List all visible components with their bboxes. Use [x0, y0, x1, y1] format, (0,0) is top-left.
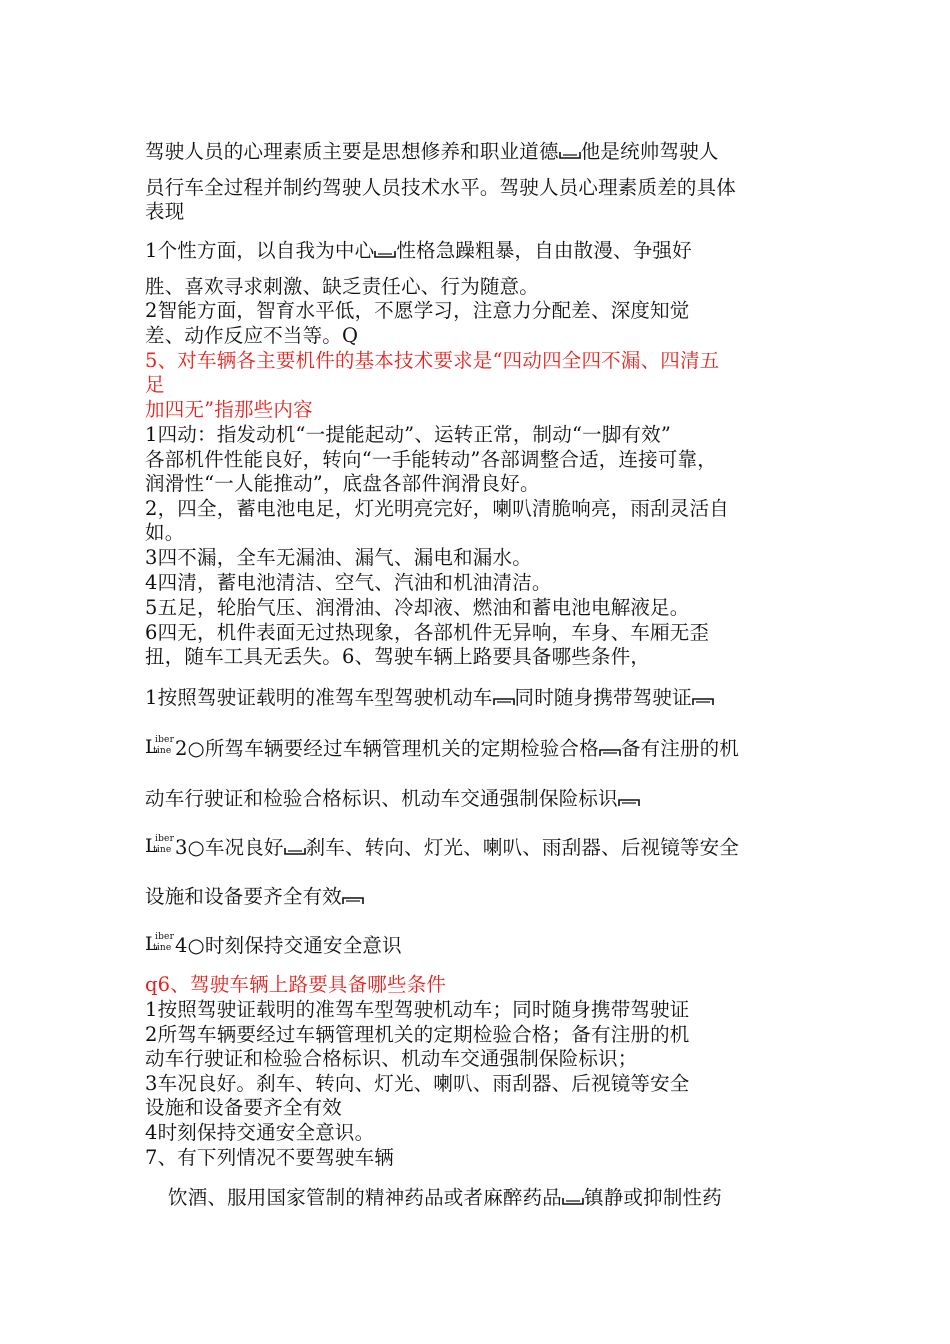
bracket-down-icon: [559, 151, 581, 160]
bracket-up-icon: [618, 798, 640, 807]
list-6-item-2-line-2: 动车行驶证和检验合格标识、机动车交通强制保险标识；: [145, 1047, 638, 1070]
text-span: 4○时刻保持交通安全意识: [175, 934, 402, 957]
bracket-down-icon: [562, 1197, 584, 1206]
list-6-item-3-line-1: 3车况良好。刹车、转向、灯光、喇叭、雨刮器、后视镜等安全: [145, 1072, 690, 1095]
tag-big: L: [145, 736, 158, 758]
item-1-line-1: 1四动：指发动机“一提能起动”、运转正常，制动“一脚有效”: [145, 423, 672, 446]
bracket-up-icon: [599, 748, 621, 757]
text-span: 性格急躁粗暴，自由散漫、争强好: [396, 239, 692, 262]
liberline-tag: [145, 836, 175, 858]
tag-small-top: iber: [155, 932, 175, 942]
tag-small-bottom: tine: [153, 746, 172, 756]
text-span: 他是统帅驾驶人: [580, 140, 719, 163]
bracket-down-icon: [284, 847, 306, 856]
tag-small-bottom: tine: [153, 845, 172, 855]
text-span: 动车行驶证和检验合格标识、机动车交通强制保险标识: [145, 787, 618, 810]
para-3-line-1: 2智能方面，智育水平低，不愿学习，注意力分配差、深度知觉: [145, 299, 690, 322]
para-2-line-2: 胜、喜欢寻求刺激、缺乏责任心、行为随意。: [145, 275, 540, 298]
cond-2-line-2: [145, 787, 640, 811]
text-span: 刹车、转向、灯光、喇叭、雨刮器、后视镜等安全: [305, 836, 740, 859]
cond-2-line-1: [145, 737, 739, 761]
heading-7: 7、有下列情况不要驾驶车辆: [145, 1146, 395, 1169]
text-span: 同时随身携带驾驶证: [514, 686, 692, 709]
text-span: 2○所驾车辆要经过车辆管理机关的定期检验合格: [175, 737, 599, 760]
para-1-line-1: [145, 140, 719, 164]
text-span: 1个性方面，以自我为中心: [145, 239, 375, 262]
tag-small-top: iber: [155, 735, 175, 745]
tag-small-top: iber: [155, 834, 175, 844]
heading-6: q6、驾驶车辆上路要具备哪些条件: [145, 973, 447, 996]
tag-small-bottom: tine: [153, 943, 172, 953]
para-2-line-1: [145, 239, 692, 263]
item-1-line-3: 润滑性“一人能推动”，底盘各部件润滑良好。: [145, 472, 540, 495]
text-span: 1按照驾驶证载明的准驾车型驾驶机动车: [145, 686, 493, 709]
list-6-item-3-line-2: 设施和设备要齐全有效: [145, 1096, 343, 1119]
para-3-line-2: 差、动作反应不当等。Q: [145, 324, 359, 347]
item-2-line-1: 2，四全，蓄电池电足，灯光明亮完好，喇叭清脆响亮，雨刮灵活自: [145, 497, 729, 520]
item-6-line-2: 扭，随车工具无丢失。6、驾驶车辆上路要具备哪些条件，: [145, 645, 651, 668]
item-6-line-1: 6四无，机件表面无过热现象，各部机件无异响，车身、车厢无歪: [145, 621, 710, 644]
heading-5-line-2: 足: [145, 373, 165, 396]
item-1-line-2: 各部机件性能良好，转向“一手能转动”各部调整合适，连接可靠，: [145, 448, 717, 471]
bracket-up-icon: [493, 697, 515, 706]
heading-5-line-3: 加四无”指那些内容: [145, 398, 313, 421]
text-span: 备有注册的机: [620, 737, 740, 760]
cond-1: [145, 686, 714, 710]
item-4: 4四清，蓄电池清洁、空气、汽油和机油清洁。: [145, 571, 552, 594]
text-span: 镇静或抑制性药: [584, 1186, 722, 1209]
para-1-line-3: 表现: [145, 200, 185, 223]
tag-big: L: [145, 933, 158, 955]
text-span: 饮酒、服用国家管制的精神药品或者麻醉药品: [168, 1186, 563, 1209]
list-6-item-2-line-1: 2所驾车辆要经过车辆管理机关的定期检验合格；备有注册的机: [145, 1023, 690, 1046]
liberline-tag: [145, 737, 175, 759]
text-span: 驾驶人员的心理素质主要是思想修养和职业道德: [145, 140, 559, 163]
para-7-line-1: [168, 1186, 722, 1210]
text-span: 设施和设备要齐全有效: [145, 885, 343, 908]
item-3: 3四不漏，全车无漏油、漏气、漏电和漏水。: [145, 546, 532, 569]
bracket-up-icon: [692, 697, 714, 706]
cond-3-line-1: [145, 836, 739, 860]
bracket-up-icon: [342, 896, 364, 905]
list-6-item-4: 4时刻保持交通安全意识。: [145, 1121, 375, 1144]
cond-3-line-2: [145, 885, 364, 909]
para-1-line-2: 员行车全过程并制约驾驶人员技术水平。驾驶人员心理素质差的具体: [145, 176, 737, 199]
item-2-line-2: 如。: [145, 521, 185, 544]
list-6-item-1: 1按照驾驶证载明的准驾车型驾驶机动车；同时随身携带驾驶证: [145, 998, 690, 1021]
item-5: 5五足，轮胎气压、润滑油、冷却液、燃油和蓄电池电解液足。: [145, 596, 690, 619]
cond-4: [145, 934, 402, 958]
tag-big: L: [145, 835, 158, 857]
bracket-down-icon: [374, 250, 396, 259]
heading-5-line-1: 5、对车辆各主要机件的基本技术要求是“四动四全四不漏、四清五: [145, 349, 720, 372]
text-span: 3○车况良好: [175, 836, 284, 859]
liberline-tag: [145, 934, 175, 956]
